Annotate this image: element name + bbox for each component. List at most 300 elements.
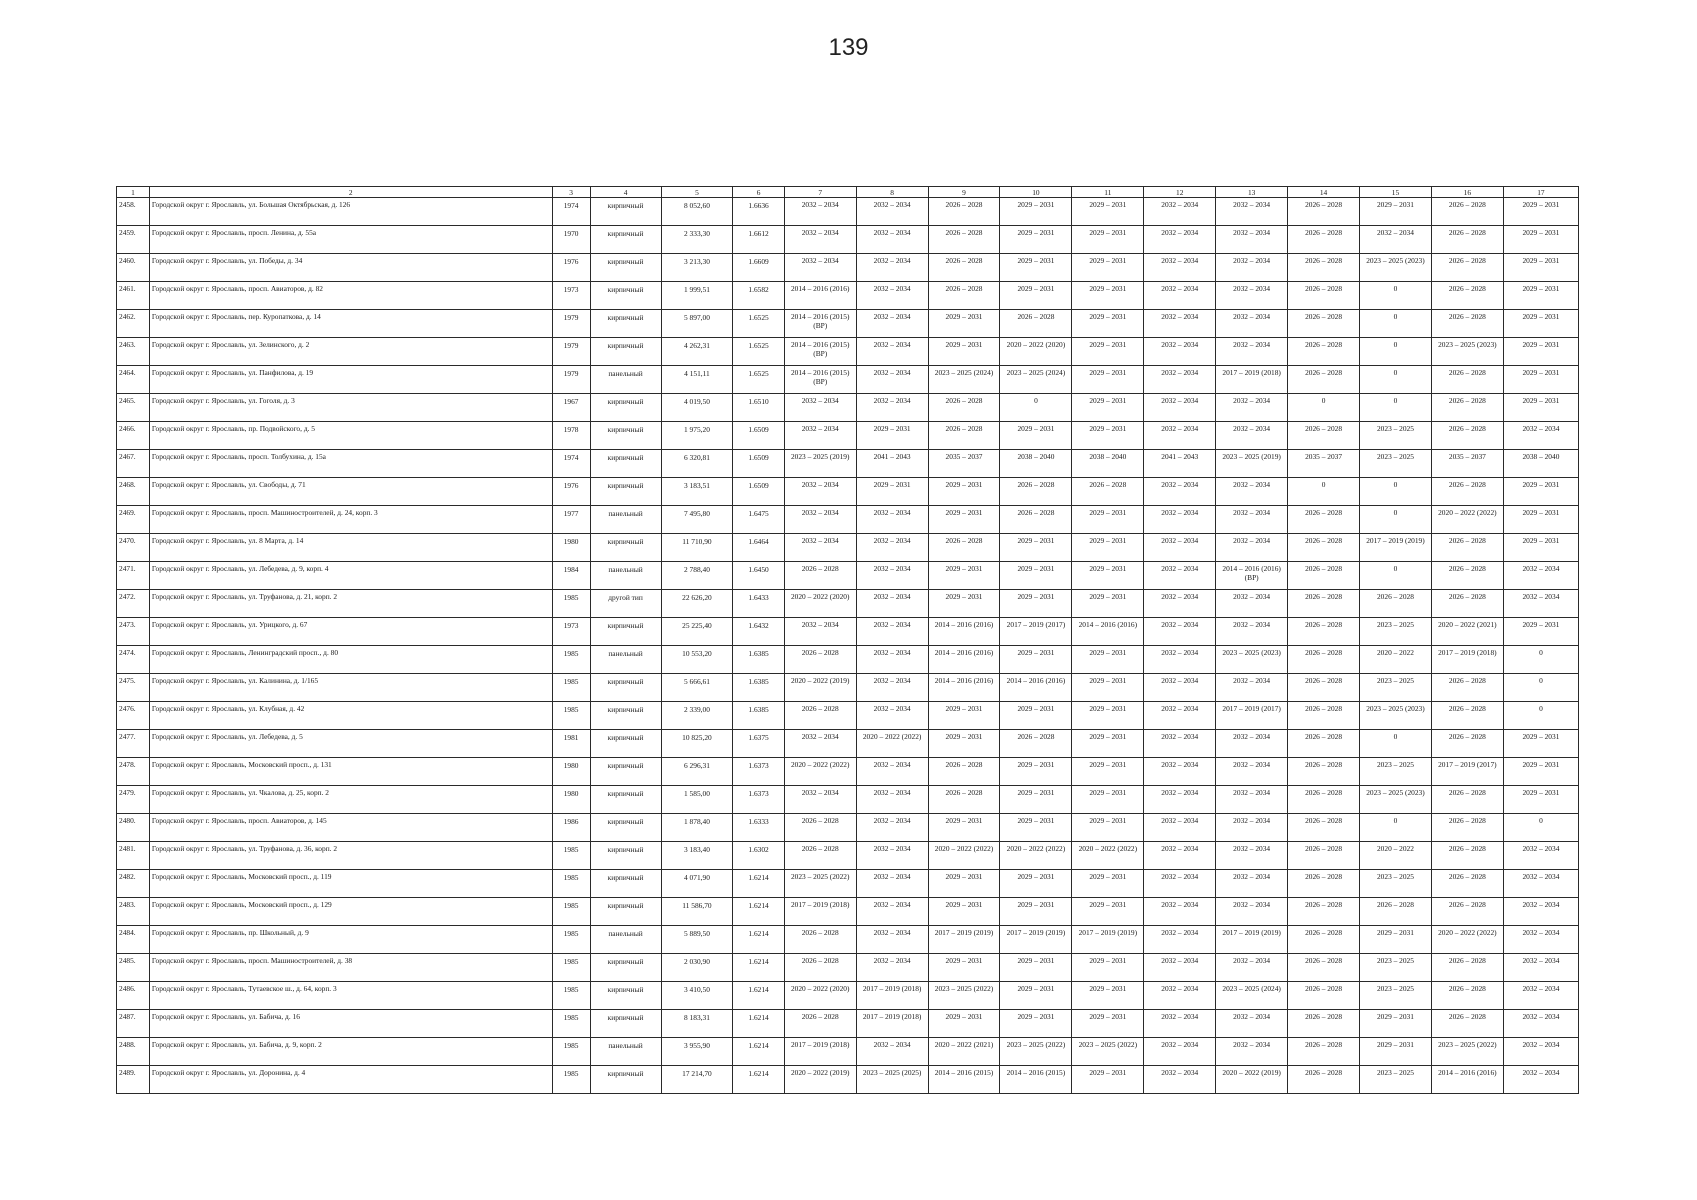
wall-material-cell: кирпичный bbox=[590, 226, 661, 254]
period-cell-7: 2032 – 2034 bbox=[784, 226, 856, 254]
period-cell-12: 2032 – 2034 bbox=[1144, 646, 1216, 674]
period-cell-11: 2029 – 2031 bbox=[1072, 730, 1144, 758]
period-cell-12: 2032 – 2034 bbox=[1144, 282, 1216, 310]
period-cell-17: 2032 – 2034 bbox=[1503, 982, 1578, 1010]
wall-material-cell: кирпичный bbox=[590, 758, 661, 786]
coefficient-cell: 1.6509 bbox=[733, 478, 784, 506]
period-cell-12: 2032 – 2034 bbox=[1144, 310, 1216, 338]
period-cell-13: 2032 – 2034 bbox=[1216, 478, 1288, 506]
area-cell: 3 183,51 bbox=[661, 478, 733, 506]
year-cell: 1967 bbox=[552, 394, 590, 422]
period-cell-7: 2014 – 2016 (2015) (ВР) bbox=[784, 338, 856, 366]
address-cell: Городской округ г. Ярославль, ул. Труфанова, д. 36, корп. 2 bbox=[149, 842, 552, 870]
period-cell-9: 2026 – 2028 bbox=[928, 534, 1000, 562]
period-cell-11: 2029 – 2031 bbox=[1072, 366, 1144, 394]
period-cell-9: 2029 – 2031 bbox=[928, 898, 1000, 926]
period-cell-16: 2026 – 2028 bbox=[1431, 394, 1503, 422]
period-cell-14: 2026 – 2028 bbox=[1288, 646, 1360, 674]
period-cell-15: 0 bbox=[1360, 814, 1432, 842]
period-cell-10: 2029 – 2031 bbox=[1000, 898, 1072, 926]
row-number-cell: 2483. bbox=[117, 898, 150, 926]
period-cell-14: 2026 – 2028 bbox=[1288, 590, 1360, 618]
coefficient-cell: 1.6582 bbox=[733, 282, 784, 310]
period-cell-10: 2029 – 2031 bbox=[1000, 870, 1072, 898]
period-cell-13: 2032 – 2034 bbox=[1216, 226, 1288, 254]
period-cell-8: 2032 – 2034 bbox=[856, 1038, 928, 1066]
period-cell-8: 2032 – 2034 bbox=[856, 282, 928, 310]
row-number-cell: 2461. bbox=[117, 282, 150, 310]
period-cell-12: 2032 – 2034 bbox=[1144, 562, 1216, 590]
row-number-cell: 2467. bbox=[117, 450, 150, 478]
period-cell-15: 0 bbox=[1360, 394, 1432, 422]
header-cell: 7 bbox=[784, 187, 856, 198]
period-cell-17: 2032 – 2034 bbox=[1503, 926, 1578, 954]
period-cell-10: 2020 – 2022 (2022) bbox=[1000, 842, 1072, 870]
period-cell-17: 2029 – 2031 bbox=[1503, 338, 1578, 366]
address-cell: Городской округ г. Ярославль, просп. Авиаторов, д. 82 bbox=[149, 282, 552, 310]
table-row bbox=[117, 254, 1579, 282]
period-cell-15: 0 bbox=[1360, 338, 1432, 366]
period-cell-7: 2023 – 2025 (2019) bbox=[784, 450, 856, 478]
period-cell-17: 2029 – 2031 bbox=[1503, 506, 1578, 534]
period-cell-14: 2026 – 2028 bbox=[1288, 674, 1360, 702]
period-cell-7: 2014 – 2016 (2016) bbox=[784, 282, 856, 310]
address-cell: Городской округ г. Ярославль, Ленинградский просп., д. 80 bbox=[149, 646, 552, 674]
period-cell-14: 2035 – 2037 bbox=[1288, 450, 1360, 478]
row-number-cell: 2460. bbox=[117, 254, 150, 282]
period-cell-16: 2026 – 2028 bbox=[1431, 590, 1503, 618]
wall-material-cell: кирпичный bbox=[590, 814, 661, 842]
period-cell-8: 2032 – 2034 bbox=[856, 646, 928, 674]
address-cell: Городской округ г. Ярославль, просп. Машиностроителей, д. 38 bbox=[149, 954, 552, 982]
period-cell-13: 2017 – 2019 (2019) bbox=[1216, 926, 1288, 954]
period-cell-10: 2029 – 2031 bbox=[1000, 422, 1072, 450]
address-cell: Городской округ г. Ярославль, ул. Панфилова, д. 19 bbox=[149, 366, 552, 394]
row-number-cell: 2488. bbox=[117, 1038, 150, 1066]
row-number-cell: 2474. bbox=[117, 646, 150, 674]
row-number-cell: 2486. bbox=[117, 982, 150, 1010]
period-cell-13: 2032 – 2034 bbox=[1216, 758, 1288, 786]
header-cell: 5 bbox=[661, 187, 733, 198]
period-cell-17: 2029 – 2031 bbox=[1503, 254, 1578, 282]
period-cell-15: 2029 – 2031 bbox=[1360, 1010, 1432, 1038]
coefficient-cell: 1.6214 bbox=[733, 954, 784, 982]
wall-material-cell: панельный bbox=[590, 926, 661, 954]
period-cell-7: 2020 – 2022 (2022) bbox=[784, 758, 856, 786]
coefficient-cell: 1.6214 bbox=[733, 982, 784, 1010]
coefficient-cell: 1.6464 bbox=[733, 534, 784, 562]
period-cell-15: 2020 – 2022 bbox=[1360, 646, 1432, 674]
period-cell-9: 2026 – 2028 bbox=[928, 226, 1000, 254]
header-cell: 8 bbox=[856, 187, 928, 198]
period-cell-11: 2029 – 2031 bbox=[1072, 758, 1144, 786]
period-cell-17: 2032 – 2034 bbox=[1503, 422, 1578, 450]
table-row bbox=[117, 534, 1579, 562]
period-cell-12: 2032 – 2034 bbox=[1144, 814, 1216, 842]
period-cell-8: 2032 – 2034 bbox=[856, 310, 928, 338]
wall-material-cell: кирпичный bbox=[590, 842, 661, 870]
period-cell-8: 2041 – 2043 bbox=[856, 450, 928, 478]
period-cell-10: 2029 – 2031 bbox=[1000, 814, 1072, 842]
coefficient-cell: 1.6609 bbox=[733, 254, 784, 282]
period-cell-15: 2023 – 2025 (2023) bbox=[1360, 702, 1432, 730]
period-cell-7: 2020 – 2022 (2020) bbox=[784, 982, 856, 1010]
period-cell-17: 2032 – 2034 bbox=[1503, 842, 1578, 870]
address-cell: Городской округ г. Ярославль, ул. Лебедева, д. 5 bbox=[149, 730, 552, 758]
period-cell-7: 2026 – 2028 bbox=[784, 562, 856, 590]
period-cell-15: 2023 – 2025 bbox=[1360, 618, 1432, 646]
period-cell-9: 2029 – 2031 bbox=[928, 590, 1000, 618]
row-number-cell: 2475. bbox=[117, 674, 150, 702]
period-cell-16: 2017 – 2019 (2017) bbox=[1431, 758, 1503, 786]
period-cell-17: 2029 – 2031 bbox=[1503, 478, 1578, 506]
address-cell: Городской округ г. Ярославль, ул. Победы, д. 34 bbox=[149, 254, 552, 282]
area-cell: 22 626,20 bbox=[661, 590, 733, 618]
period-cell-11: 2029 – 2031 bbox=[1072, 814, 1144, 842]
period-cell-17: 2029 – 2031 bbox=[1503, 226, 1578, 254]
period-cell-15: 2017 – 2019 (2019) bbox=[1360, 534, 1432, 562]
period-cell-8: 2032 – 2034 bbox=[856, 338, 928, 366]
row-number-cell: 2459. bbox=[117, 226, 150, 254]
period-cell-15: 2023 – 2025 bbox=[1360, 450, 1432, 478]
period-cell-14: 2026 – 2028 bbox=[1288, 366, 1360, 394]
period-cell-14: 2026 – 2028 bbox=[1288, 562, 1360, 590]
period-cell-8: 2017 – 2019 (2018) bbox=[856, 982, 928, 1010]
wall-material-cell: кирпичный bbox=[590, 618, 661, 646]
table-row bbox=[117, 730, 1579, 758]
wall-material-cell: кирпичный bbox=[590, 898, 661, 926]
year-cell: 1986 bbox=[552, 814, 590, 842]
period-cell-7: 2023 – 2025 (2022) bbox=[784, 870, 856, 898]
header-cell: 3 bbox=[552, 187, 590, 198]
period-cell-9: 2029 – 2031 bbox=[928, 954, 1000, 982]
address-cell: Городской округ г. Ярославль, ул. Гоголя, д. 3 bbox=[149, 394, 552, 422]
coefficient-cell: 1.6302 bbox=[733, 842, 784, 870]
address-cell: Городской округ г. Ярославль, ул. Калинина, д. 1/165 bbox=[149, 674, 552, 702]
address-cell: Городской округ г. Ярославль, просп. Ленина, д. 55а bbox=[149, 226, 552, 254]
period-cell-7: 2026 – 2028 bbox=[784, 954, 856, 982]
period-cell-15: 0 bbox=[1360, 730, 1432, 758]
period-cell-7: 2020 – 2022 (2020) bbox=[784, 590, 856, 618]
period-cell-16: 2035 – 2037 bbox=[1431, 450, 1503, 478]
area-cell: 1 585,00 bbox=[661, 786, 733, 814]
period-cell-7: 2032 – 2034 bbox=[784, 478, 856, 506]
period-cell-11: 2014 – 2016 (2016) bbox=[1072, 618, 1144, 646]
period-cell-12: 2032 – 2034 bbox=[1144, 786, 1216, 814]
period-cell-11: 2029 – 2031 bbox=[1072, 506, 1144, 534]
period-cell-17: 0 bbox=[1503, 646, 1578, 674]
year-cell: 1976 bbox=[552, 478, 590, 506]
wall-material-cell: панельный bbox=[590, 366, 661, 394]
period-cell-13: 2032 – 2034 bbox=[1216, 618, 1288, 646]
address-cell: Городской округ г. Ярославль, пр. Подвойского, д. 5 bbox=[149, 422, 552, 450]
year-cell: 1985 bbox=[552, 842, 590, 870]
period-cell-16: 2023 – 2025 (2022) bbox=[1431, 1038, 1503, 1066]
row-number-cell: 2484. bbox=[117, 926, 150, 954]
address-cell: Городской округ г. Ярославль, Московский просп., д. 129 bbox=[149, 898, 552, 926]
year-cell: 1985 bbox=[552, 1066, 590, 1094]
table-row bbox=[117, 366, 1579, 394]
year-cell: 1985 bbox=[552, 646, 590, 674]
period-cell-16: 2026 – 2028 bbox=[1431, 366, 1503, 394]
period-cell-16: 2026 – 2028 bbox=[1431, 982, 1503, 1010]
address-cell: Городской округ г. Ярославль, Московский просп., д. 131 bbox=[149, 758, 552, 786]
period-cell-11: 2038 – 2040 bbox=[1072, 450, 1144, 478]
area-cell: 3 955,90 bbox=[661, 1038, 733, 1066]
period-cell-10: 2017 – 2019 (2019) bbox=[1000, 926, 1072, 954]
row-number-cell: 2477. bbox=[117, 730, 150, 758]
year-cell: 1985 bbox=[552, 1038, 590, 1066]
period-cell-17: 2029 – 2031 bbox=[1503, 758, 1578, 786]
period-cell-11: 2029 – 2031 bbox=[1072, 422, 1144, 450]
coefficient-cell: 1.6214 bbox=[733, 898, 784, 926]
row-number-cell: 2479. bbox=[117, 786, 150, 814]
row-number-cell: 2470. bbox=[117, 534, 150, 562]
period-cell-9: 2014 – 2016 (2016) bbox=[928, 646, 1000, 674]
wall-material-cell: кирпичный bbox=[590, 422, 661, 450]
year-cell: 1979 bbox=[552, 338, 590, 366]
period-cell-7: 2032 – 2034 bbox=[784, 254, 856, 282]
period-cell-11: 2029 – 2031 bbox=[1072, 870, 1144, 898]
period-cell-7: 2014 – 2016 (2015) (ВР) bbox=[784, 310, 856, 338]
period-cell-8: 2032 – 2034 bbox=[856, 870, 928, 898]
period-cell-10: 2017 – 2019 (2017) bbox=[1000, 618, 1072, 646]
period-cell-12: 2032 – 2034 bbox=[1144, 842, 1216, 870]
address-cell: Городской округ г. Ярославль, ул. Свободы, д. 71 bbox=[149, 478, 552, 506]
period-cell-9: 2029 – 2031 bbox=[928, 814, 1000, 842]
period-cell-8: 2032 – 2034 bbox=[856, 926, 928, 954]
area-cell: 25 225,40 bbox=[661, 618, 733, 646]
period-cell-9: 2029 – 2031 bbox=[928, 310, 1000, 338]
period-cell-9: 2014 – 2016 (2015) bbox=[928, 1066, 1000, 1094]
period-cell-14: 2026 – 2028 bbox=[1288, 198, 1360, 226]
period-cell-12: 2032 – 2034 bbox=[1144, 534, 1216, 562]
address-cell: Городской округ г. Ярославль, Московский просп., д. 119 bbox=[149, 870, 552, 898]
period-cell-12: 2032 – 2034 bbox=[1144, 394, 1216, 422]
period-cell-8: 2023 – 2025 (2025) bbox=[856, 1066, 928, 1094]
period-cell-9: 2020 – 2022 (2022) bbox=[928, 842, 1000, 870]
period-cell-9: 2029 – 2031 bbox=[928, 702, 1000, 730]
period-cell-7: 2020 – 2022 (2019) bbox=[784, 674, 856, 702]
year-cell: 1970 bbox=[552, 226, 590, 254]
period-cell-14: 2026 – 2028 bbox=[1288, 842, 1360, 870]
address-cell: Городской округ г. Ярославль, ул. Урицкого, д. 67 bbox=[149, 618, 552, 646]
period-cell-7: 2032 – 2034 bbox=[784, 198, 856, 226]
period-cell-11: 2017 – 2019 (2019) bbox=[1072, 926, 1144, 954]
period-cell-12: 2032 – 2034 bbox=[1144, 506, 1216, 534]
wall-material-cell: панельный bbox=[590, 506, 661, 534]
period-cell-10: 2029 – 2031 bbox=[1000, 646, 1072, 674]
period-cell-13: 2017 – 2019 (2017) bbox=[1216, 702, 1288, 730]
period-cell-8: 2032 – 2034 bbox=[856, 898, 928, 926]
period-cell-12: 2032 – 2034 bbox=[1144, 702, 1216, 730]
period-cell-7: 2032 – 2034 bbox=[784, 394, 856, 422]
period-cell-8: 2032 – 2034 bbox=[856, 702, 928, 730]
period-cell-12: 2032 – 2034 bbox=[1144, 758, 1216, 786]
period-cell-15: 2023 – 2025 bbox=[1360, 1066, 1432, 1094]
period-cell-10: 2029 – 2031 bbox=[1000, 254, 1072, 282]
period-cell-9: 2020 – 2022 (2021) bbox=[928, 1038, 1000, 1066]
period-cell-11: 2029 – 2031 bbox=[1072, 982, 1144, 1010]
period-cell-10: 2029 – 2031 bbox=[1000, 198, 1072, 226]
header-cell: 2 bbox=[149, 187, 552, 198]
row-number-cell: 2465. bbox=[117, 394, 150, 422]
period-cell-16: 2026 – 2028 bbox=[1431, 422, 1503, 450]
period-cell-7: 2032 – 2034 bbox=[784, 506, 856, 534]
period-cell-13: 2032 – 2034 bbox=[1216, 814, 1288, 842]
period-cell-14: 0 bbox=[1288, 478, 1360, 506]
period-cell-10: 2023 – 2025 (2024) bbox=[1000, 366, 1072, 394]
period-cell-17: 0 bbox=[1503, 702, 1578, 730]
header-cell: 16 bbox=[1431, 187, 1503, 198]
period-cell-16: 2023 – 2025 (2023) bbox=[1431, 338, 1503, 366]
period-cell-14: 2026 – 2028 bbox=[1288, 506, 1360, 534]
period-cell-7: 2032 – 2034 bbox=[784, 786, 856, 814]
address-cell: Городской округ г. Ярославль, Тутаевское ш., д. 64, корп. 3 bbox=[149, 982, 552, 1010]
period-cell-16: 2017 – 2019 (2018) bbox=[1431, 646, 1503, 674]
period-cell-16: 2026 – 2028 bbox=[1431, 282, 1503, 310]
period-cell-15: 2023 – 2025 (2023) bbox=[1360, 786, 1432, 814]
period-cell-7: 2032 – 2034 bbox=[784, 534, 856, 562]
period-cell-13: 2017 – 2019 (2018) bbox=[1216, 366, 1288, 394]
year-cell: 1973 bbox=[552, 282, 590, 310]
period-cell-11: 2029 – 2031 bbox=[1072, 674, 1144, 702]
table-row bbox=[117, 786, 1579, 814]
period-cell-7: 2014 – 2016 (2015) (ВР) bbox=[784, 366, 856, 394]
address-cell: Городской округ г. Ярославль, пр. Школьный, д. 9 bbox=[149, 926, 552, 954]
period-cell-16: 2026 – 2028 bbox=[1431, 254, 1503, 282]
period-cell-11: 2029 – 2031 bbox=[1072, 646, 1144, 674]
address-cell: Городской округ г. Ярославль, ул. Лебедева, д. 9, корп. 4 bbox=[149, 562, 552, 590]
period-cell-14: 2026 – 2028 bbox=[1288, 758, 1360, 786]
period-cell-11: 2029 – 2031 bbox=[1072, 310, 1144, 338]
header-cell: 12 bbox=[1144, 187, 1216, 198]
period-cell-16: 2026 – 2028 bbox=[1431, 786, 1503, 814]
capital-repair-schedule-table bbox=[116, 186, 1579, 1094]
table-row bbox=[117, 758, 1579, 786]
year-cell: 1985 bbox=[552, 898, 590, 926]
period-cell-17: 2029 – 2031 bbox=[1503, 282, 1578, 310]
year-cell: 1980 bbox=[552, 534, 590, 562]
area-cell: 2 788,40 bbox=[661, 562, 733, 590]
period-cell-15: 2023 – 2025 bbox=[1360, 870, 1432, 898]
period-cell-12: 2032 – 2034 bbox=[1144, 422, 1216, 450]
coefficient-cell: 1.6509 bbox=[733, 450, 784, 478]
year-cell: 1985 bbox=[552, 954, 590, 982]
period-cell-12: 2032 – 2034 bbox=[1144, 674, 1216, 702]
row-number-cell: 2463. bbox=[117, 338, 150, 366]
area-cell: 2 339,00 bbox=[661, 702, 733, 730]
wall-material-cell: другой тип bbox=[590, 590, 661, 618]
period-cell-10: 2029 – 2031 bbox=[1000, 226, 1072, 254]
table-header bbox=[117, 187, 1579, 198]
coefficient-cell: 1.6375 bbox=[733, 730, 784, 758]
period-cell-12: 2032 – 2034 bbox=[1144, 730, 1216, 758]
period-cell-10: 2038 – 2040 bbox=[1000, 450, 1072, 478]
period-cell-9: 2026 – 2028 bbox=[928, 282, 1000, 310]
period-cell-16: 2026 – 2028 bbox=[1431, 226, 1503, 254]
year-cell: 1985 bbox=[552, 674, 590, 702]
table-row bbox=[117, 842, 1579, 870]
period-cell-9: 2029 – 2031 bbox=[928, 562, 1000, 590]
period-cell-17: 2029 – 2031 bbox=[1503, 730, 1578, 758]
period-cell-11: 2029 – 2031 bbox=[1072, 702, 1144, 730]
wall-material-cell: кирпичный bbox=[590, 730, 661, 758]
period-cell-15: 2023 – 2025 (2023) bbox=[1360, 254, 1432, 282]
row-number-cell: 2458. bbox=[117, 198, 150, 226]
area-cell: 3 183,40 bbox=[661, 842, 733, 870]
period-cell-16: 2026 – 2028 bbox=[1431, 674, 1503, 702]
period-cell-16: 2026 – 2028 bbox=[1431, 898, 1503, 926]
period-cell-13: 2032 – 2034 bbox=[1216, 590, 1288, 618]
period-cell-17: 2029 – 2031 bbox=[1503, 394, 1578, 422]
address-cell: Городской округ г. Ярославль, ул. Доронина, д. 4 bbox=[149, 1066, 552, 1094]
coefficient-cell: 1.6214 bbox=[733, 870, 784, 898]
period-cell-15: 2029 – 2031 bbox=[1360, 926, 1432, 954]
area-cell: 3 213,30 bbox=[661, 254, 733, 282]
period-cell-8: 2032 – 2034 bbox=[856, 506, 928, 534]
period-cell-8: 2032 – 2034 bbox=[856, 198, 928, 226]
period-cell-11: 2029 – 2031 bbox=[1072, 590, 1144, 618]
year-cell: 1976 bbox=[552, 254, 590, 282]
period-cell-9: 2014 – 2016 (2016) bbox=[928, 618, 1000, 646]
year-cell: 1979 bbox=[552, 366, 590, 394]
period-cell-13: 2032 – 2034 bbox=[1216, 394, 1288, 422]
period-cell-16: 2026 – 2028 bbox=[1431, 842, 1503, 870]
period-cell-9: 2029 – 2031 bbox=[928, 870, 1000, 898]
period-cell-15: 2029 – 2031 bbox=[1360, 1038, 1432, 1066]
period-cell-7: 2032 – 2034 bbox=[784, 422, 856, 450]
wall-material-cell: панельный bbox=[590, 646, 661, 674]
period-cell-13: 2032 – 2034 bbox=[1216, 282, 1288, 310]
period-cell-16: 2026 – 2028 bbox=[1431, 954, 1503, 982]
period-cell-15: 0 bbox=[1360, 310, 1432, 338]
period-cell-13: 2032 – 2034 bbox=[1216, 534, 1288, 562]
table-row bbox=[117, 702, 1579, 730]
period-cell-10: 2029 – 2031 bbox=[1000, 702, 1072, 730]
coefficient-cell: 1.6214 bbox=[733, 1066, 784, 1094]
year-cell: 1985 bbox=[552, 590, 590, 618]
coefficient-cell: 1.6612 bbox=[733, 226, 784, 254]
table-row bbox=[117, 478, 1579, 506]
table-row bbox=[117, 282, 1579, 310]
wall-material-cell: кирпичный bbox=[590, 786, 661, 814]
period-cell-8: 2032 – 2034 bbox=[856, 814, 928, 842]
period-cell-14: 2026 – 2028 bbox=[1288, 730, 1360, 758]
period-cell-13: 2023 – 2025 (2023) bbox=[1216, 646, 1288, 674]
period-cell-13: 2032 – 2034 bbox=[1216, 198, 1288, 226]
period-cell-17: 2032 – 2034 bbox=[1503, 562, 1578, 590]
table-row bbox=[117, 1010, 1579, 1038]
period-cell-15: 0 bbox=[1360, 282, 1432, 310]
coefficient-cell: 1.6373 bbox=[733, 758, 784, 786]
period-cell-11: 2029 – 2031 bbox=[1072, 226, 1144, 254]
period-cell-11: 2029 – 2031 bbox=[1072, 198, 1144, 226]
period-cell-12: 2032 – 2034 bbox=[1144, 926, 1216, 954]
period-cell-10: 2026 – 2028 bbox=[1000, 730, 1072, 758]
period-cell-14: 2026 – 2028 bbox=[1288, 870, 1360, 898]
period-cell-9: 2026 – 2028 bbox=[928, 254, 1000, 282]
address-cell: Городской округ г. Ярославль, ул. Труфанова, д. 21, корп. 2 bbox=[149, 590, 552, 618]
period-cell-11: 2029 – 2031 bbox=[1072, 1010, 1144, 1038]
period-cell-8: 2032 – 2034 bbox=[856, 590, 928, 618]
wall-material-cell: кирпичный bbox=[590, 534, 661, 562]
period-cell-12: 2032 – 2034 bbox=[1144, 618, 1216, 646]
period-cell-10: 2014 – 2016 (2016) bbox=[1000, 674, 1072, 702]
period-cell-17: 2032 – 2034 bbox=[1503, 870, 1578, 898]
header-row bbox=[117, 187, 1579, 198]
period-cell-9: 2029 – 2031 bbox=[928, 730, 1000, 758]
